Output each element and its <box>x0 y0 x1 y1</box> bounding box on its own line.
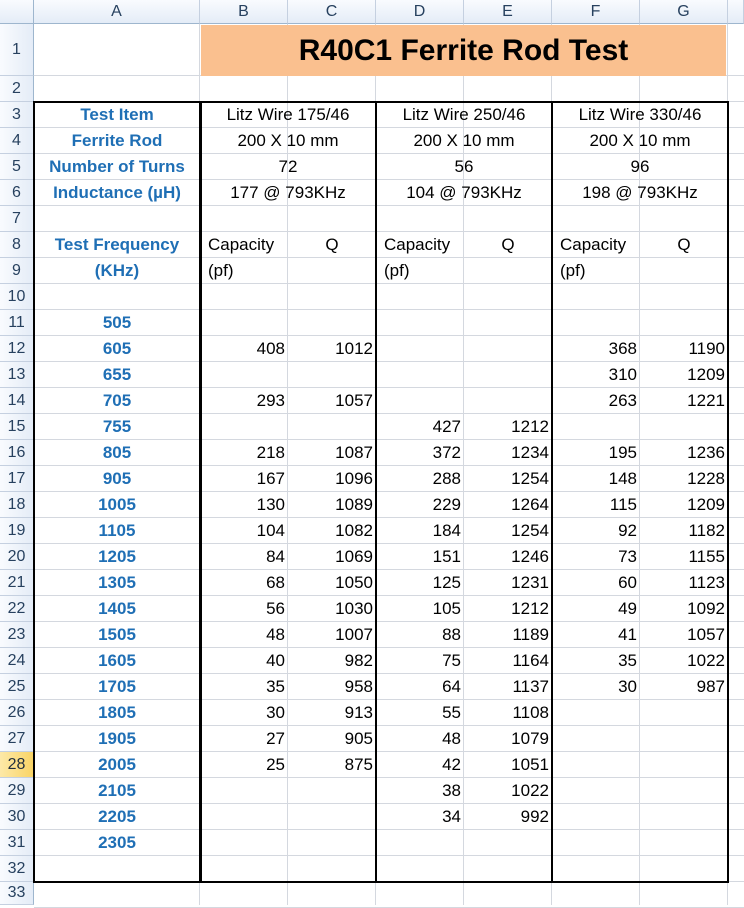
capacity-value[interactable]: 38 <box>442 781 461 800</box>
q-value[interactable]: 1264 <box>511 495 549 514</box>
frequency-value[interactable]: 2105 <box>98 781 136 800</box>
frequency-value[interactable]: 1405 <box>98 599 136 618</box>
q-value[interactable]: 1087 <box>335 443 373 462</box>
capacity-value[interactable]: 25 <box>266 755 285 774</box>
frequency-value[interactable]: 755 <box>102 417 132 436</box>
row-header-28[interactable]: 28 <box>0 752 34 778</box>
column-header-next[interactable] <box>728 0 744 24</box>
frequency-value[interactable]: 505 <box>102 313 132 332</box>
capacity-value[interactable]: 35 <box>618 651 637 670</box>
q-value[interactable]: 1050 <box>335 573 373 592</box>
label-inductance[interactable]: Inductance (µH) <box>53 183 181 202</box>
capacity-value[interactable]: 41 <box>618 625 637 644</box>
label-ferrite-rod[interactable]: Ferrite Rod <box>71 131 163 150</box>
row-header-21[interactable]: 21 <box>0 570 34 596</box>
frequency-value[interactable]: 2005 <box>98 755 136 774</box>
capacity-header[interactable]: Capacity <box>384 235 451 254</box>
label-test-frequency[interactable]: Test Frequency <box>54 235 180 254</box>
capacity-value[interactable]: 42 <box>442 755 461 774</box>
q-value[interactable]: 1221 <box>687 391 725 410</box>
coil-inductance[interactable]: 198 @ 793KHz <box>582 183 698 202</box>
row-header-19[interactable]: 19 <box>0 518 34 544</box>
q-value[interactable]: 1236 <box>687 443 725 462</box>
capacity-value[interactable]: 40 <box>266 651 285 670</box>
row-header-25[interactable]: 25 <box>0 674 34 700</box>
capacity-value[interactable]: 229 <box>432 495 461 514</box>
capacity-unit[interactable]: (pf) <box>384 261 410 280</box>
frequency-value[interactable]: 1905 <box>98 729 136 748</box>
capacity-value[interactable]: 30 <box>266 703 285 722</box>
column-header-b[interactable]: B <box>200 0 288 24</box>
q-value[interactable]: 1057 <box>687 625 725 644</box>
row-header-16[interactable]: 16 <box>0 440 34 466</box>
q-value[interactable]: 1164 <box>512 651 549 670</box>
q-value[interactable]: 875 <box>344 755 373 774</box>
q-header[interactable]: Q <box>325 235 339 254</box>
q-value[interactable]: 905 <box>344 729 373 748</box>
capacity-value[interactable]: 427 <box>432 417 461 436</box>
q-value[interactable]: 1079 <box>511 729 549 748</box>
coil-test-item[interactable]: Litz Wire 330/46 <box>578 105 702 124</box>
select-all-corner[interactable] <box>0 0 34 24</box>
row-header-18[interactable]: 18 <box>0 492 34 518</box>
label-test-item[interactable]: Test Item <box>80 105 154 124</box>
capacity-value[interactable]: 104 <box>256 521 285 540</box>
label-block-border <box>33 101 202 883</box>
capacity-value[interactable]: 84 <box>266 547 285 566</box>
capacity-value[interactable]: 30 <box>618 677 637 696</box>
row-header-6[interactable]: 6 <box>0 180 34 206</box>
capacity-value[interactable]: 184 <box>432 521 461 540</box>
coil-ferrite-rod[interactable]: 200 X 10 mm <box>589 131 691 150</box>
frequency-value[interactable]: 805 <box>102 443 132 462</box>
q-value[interactable]: 958 <box>344 677 373 696</box>
q-value[interactable]: 1022 <box>511 781 549 800</box>
row-header-14[interactable]: 14 <box>0 388 34 414</box>
q-value[interactable]: 1228 <box>687 469 725 488</box>
q-value[interactable]: 1108 <box>512 703 549 722</box>
q-value[interactable]: 1082 <box>335 521 373 540</box>
q-value[interactable]: 1234 <box>511 443 549 462</box>
row-header-17[interactable]: 17 <box>0 466 34 492</box>
q-value[interactable]: 1209 <box>687 495 725 514</box>
frequency-value[interactable]: 2305 <box>98 833 136 852</box>
coil-2-border <box>375 101 553 883</box>
column-header-c[interactable]: C <box>288 0 376 24</box>
row-header-13[interactable]: 13 <box>0 362 34 388</box>
capacity-value[interactable]: 49 <box>618 599 637 618</box>
column-header-e[interactable]: E <box>464 0 552 24</box>
coil-inductance[interactable]: 104 @ 793KHz <box>406 183 522 202</box>
capacity-value[interactable]: 73 <box>618 547 637 566</box>
capacity-value[interactable]: 27 <box>266 729 285 748</box>
row-header-23[interactable]: 23 <box>0 622 34 648</box>
q-value[interactable]: 1189 <box>512 625 549 644</box>
coil-inductance[interactable]: 177 @ 793KHz <box>230 183 346 202</box>
q-value[interactable]: 992 <box>520 807 549 826</box>
capacity-value[interactable]: 130 <box>256 495 285 514</box>
row-header-8[interactable]: 8 <box>0 232 34 258</box>
capacity-value[interactable]: 48 <box>442 729 461 748</box>
q-value[interactable]: 1092 <box>687 599 725 618</box>
q-value[interactable]: 913 <box>344 703 373 722</box>
capacity-value[interactable]: 125 <box>432 573 461 592</box>
q-value[interactable]: 1057 <box>335 391 373 410</box>
q-value[interactable]: 1096 <box>335 469 373 488</box>
capacity-value[interactable]: 88 <box>442 625 461 644</box>
q-value[interactable]: 1069 <box>335 547 373 566</box>
row-header-9[interactable]: 9 <box>0 258 34 284</box>
row-header-7[interactable]: 7 <box>0 206 34 232</box>
row-header-15[interactable]: 15 <box>0 414 34 440</box>
capacity-value[interactable]: 148 <box>608 469 637 488</box>
coil-turns[interactable]: 96 <box>630 157 650 176</box>
frequency-value[interactable]: 1705 <box>98 677 136 696</box>
frequency-value[interactable]: 1105 <box>98 521 136 540</box>
frequency-value[interactable]: 1005 <box>98 495 136 514</box>
row-header-22[interactable]: 22 <box>0 596 34 622</box>
row-header-4[interactable]: 4 <box>0 128 34 154</box>
q-header[interactable]: Q <box>501 235 515 254</box>
q-value[interactable]: 1190 <box>688 339 725 358</box>
q-value[interactable]: 1209 <box>687 365 725 384</box>
q-value[interactable]: 1051 <box>511 755 549 774</box>
page-title[interactable]: R40C1 Ferrite Rod Test <box>201 25 726 76</box>
coil-test-item[interactable]: Litz Wire 250/46 <box>402 105 526 124</box>
capacity-value[interactable]: 34 <box>442 807 461 826</box>
row-header-24[interactable]: 24 <box>0 648 34 674</box>
row-header-20[interactable]: 20 <box>0 544 34 570</box>
frequency-value[interactable]: 2205 <box>98 807 136 826</box>
capacity-value[interactable]: 408 <box>256 339 285 358</box>
label-frequency-unit[interactable]: (KHz) <box>94 261 140 280</box>
q-value[interactable]: 1254 <box>511 469 549 488</box>
q-value[interactable]: 1182 <box>688 521 725 540</box>
capacity-value[interactable]: 218 <box>256 443 285 462</box>
column-header-g[interactable]: G <box>640 0 728 24</box>
capacity-value[interactable]: 55 <box>442 703 461 722</box>
q-value[interactable]: 1030 <box>335 599 373 618</box>
capacity-value[interactable]: 288 <box>432 469 461 488</box>
capacity-value[interactable]: 167 <box>256 469 285 488</box>
capacity-value[interactable]: 48 <box>266 625 285 644</box>
capacity-value[interactable]: 35 <box>266 677 285 696</box>
capacity-value[interactable]: 56 <box>266 599 285 618</box>
q-value[interactable]: 1231 <box>511 573 549 592</box>
capacity-value[interactable]: 64 <box>442 677 461 696</box>
row-header-5[interactable]: 5 <box>0 154 34 180</box>
coil-ferrite-rod[interactable]: 200 X 10 mm <box>413 131 515 150</box>
capacity-value[interactable]: 372 <box>432 443 461 462</box>
q-value[interactable]: 1212 <box>511 417 549 436</box>
capacity-unit[interactable]: (pf) <box>208 261 234 280</box>
capacity-value[interactable]: 368 <box>608 339 637 358</box>
row-header-29[interactable]: 29 <box>0 778 34 804</box>
row-header-2[interactable]: 2 <box>0 76 34 102</box>
q-value[interactable]: 1155 <box>688 547 725 566</box>
coil-1-border <box>199 101 377 883</box>
column-header-f[interactable]: F <box>552 0 640 24</box>
q-value[interactable]: 982 <box>344 651 373 670</box>
row-header-12[interactable]: 12 <box>0 336 34 362</box>
capacity-value[interactable]: 293 <box>256 391 285 410</box>
label-number-of-turns[interactable]: Number of Turns <box>49 157 185 176</box>
capacity-value[interactable]: 68 <box>266 573 285 592</box>
capacity-value[interactable]: 60 <box>618 573 637 592</box>
capacity-header[interactable]: Capacity <box>560 235 627 254</box>
frequency-value[interactable]: 705 <box>102 391 132 410</box>
q-value[interactable]: 1212 <box>511 599 549 618</box>
coil-turns[interactable]: 56 <box>454 157 474 176</box>
capacity-unit[interactable]: (pf) <box>560 261 586 280</box>
q-value[interactable]: 1137 <box>512 677 549 696</box>
row-header-3[interactable]: 3 <box>0 102 34 128</box>
capacity-value[interactable]: 115 <box>609 495 637 514</box>
row-header-1[interactable]: 1 <box>0 24 34 76</box>
coil-ferrite-rod[interactable]: 200 X 10 mm <box>237 131 339 150</box>
q-value[interactable]: 1022 <box>687 651 725 670</box>
column-header-a[interactable]: A <box>34 0 200 24</box>
coil-test-item[interactable]: Litz Wire 175/46 <box>226 105 350 124</box>
column-header-d[interactable]: D <box>376 0 464 24</box>
q-value[interactable]: 1089 <box>335 495 373 514</box>
row-header-10[interactable]: 10 <box>0 284 34 310</box>
frequency-value[interactable]: 905 <box>102 469 132 488</box>
capacity-value[interactable]: 195 <box>608 443 637 462</box>
capacity-value[interactable]: 263 <box>608 391 637 410</box>
frequency-value[interactable]: 1205 <box>98 547 136 566</box>
row-header-31[interactable]: 31 <box>0 830 34 856</box>
capacity-value[interactable]: 151 <box>432 547 461 566</box>
frequency-value[interactable]: 1505 <box>98 625 136 644</box>
row-header-30[interactable]: 30 <box>0 804 34 830</box>
frequency-value[interactable]: 1605 <box>98 651 136 670</box>
capacity-value[interactable]: 310 <box>608 365 637 384</box>
row-header-11[interactable]: 11 <box>0 310 34 336</box>
capacity-value[interactable]: 75 <box>442 651 461 670</box>
row-header-27[interactable]: 27 <box>0 726 34 752</box>
q-value[interactable]: 1254 <box>511 521 549 540</box>
capacity-header[interactable]: Capacity <box>208 235 275 254</box>
row-header-26[interactable]: 26 <box>0 700 34 726</box>
capacity-value[interactable]: 105 <box>432 599 461 618</box>
q-value[interactable]: 987 <box>696 677 725 696</box>
frequency-value[interactable]: 1805 <box>98 703 136 722</box>
q-value[interactable]: 1246 <box>511 547 549 566</box>
capacity-value[interactable]: 92 <box>618 521 637 540</box>
q-value[interactable]: 1123 <box>688 573 725 592</box>
row-header-33[interactable]: 33 <box>0 882 34 905</box>
row-header-32[interactable]: 32 <box>0 856 34 882</box>
coil-turns[interactable]: 72 <box>278 157 298 176</box>
frequency-value[interactable]: 655 <box>102 365 132 384</box>
q-header[interactable]: Q <box>677 235 691 254</box>
q-value[interactable]: 1007 <box>335 625 373 644</box>
frequency-value[interactable]: 605 <box>102 339 132 358</box>
frequency-value[interactable]: 1305 <box>98 573 136 592</box>
q-value[interactable]: 1012 <box>335 339 373 358</box>
coil-3-border <box>551 101 729 883</box>
